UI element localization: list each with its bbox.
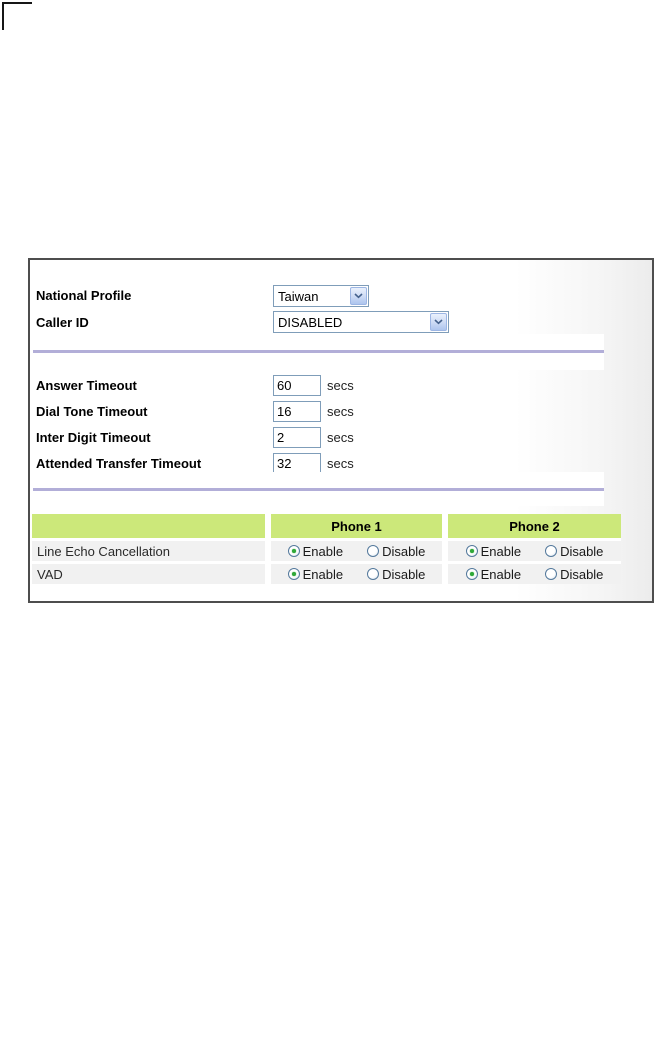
radio-button-icon[interactable] — [466, 545, 478, 557]
vad-phone2-enable-radio[interactable] — [466, 567, 521, 582]
line-echo-phone2-cell — [448, 541, 621, 561]
caller-id-label: Caller ID — [36, 315, 89, 330]
section-divider — [33, 472, 604, 506]
answer-timeout-input[interactable] — [273, 375, 321, 396]
radio-label: Disable — [382, 543, 426, 559]
radio-label: Enable — [302, 566, 344, 582]
national-profile-select[interactable] — [273, 285, 369, 307]
radio-button-icon[interactable] — [367, 568, 379, 580]
dial-tone-timeout-input[interactable] — [273, 401, 321, 422]
attended-transfer-timeout-input[interactable] — [273, 453, 321, 474]
radio-button-icon[interactable] — [288, 545, 300, 557]
radio-label: Disable — [560, 543, 604, 559]
table-header-phone2: Phone 2 — [448, 514, 621, 538]
vad-phone2-cell — [448, 564, 621, 584]
radio-label: Enable — [480, 543, 522, 559]
line-echo-phone1-cell — [271, 541, 442, 561]
radio-label: Disable — [560, 566, 604, 582]
table-header-phone1: Phone 1 — [271, 514, 442, 538]
radio-button-icon[interactable] — [545, 545, 557, 557]
radio-button-icon[interactable] — [466, 568, 478, 580]
caller-id-selected-value: DISABLED — [278, 314, 343, 330]
dial-tone-timeout-unit: secs — [327, 404, 354, 419]
row-label-vad: VAD — [32, 564, 265, 584]
attended-transfer-timeout-label: Attended Transfer Timeout — [36, 456, 202, 471]
line-echo-phone2-enable-radio[interactable] — [466, 544, 521, 559]
vad-phone1-disable-radio[interactable] — [367, 567, 425, 582]
vad-phone1-enable-radio[interactable] — [288, 567, 343, 582]
row-label-line-echo-cancellation: Line Echo Cancellation — [32, 541, 265, 561]
phone-settings-table — [32, 514, 621, 584]
vad-phone1-cell — [271, 564, 442, 584]
radio-label: Disable — [382, 566, 426, 582]
radio-label: Enable — [302, 543, 344, 559]
attended-transfer-timeout-unit: secs — [327, 456, 354, 471]
dial-tone-timeout-label: Dial Tone Timeout — [36, 404, 148, 419]
voip-phone-settings-panel — [28, 258, 654, 603]
combo-dropdown-button[interactable] — [430, 313, 447, 331]
national-profile-label: National Profile — [36, 288, 132, 303]
line-echo-phone2-disable-radio[interactable] — [545, 544, 603, 559]
caller-id-select[interactable] — [273, 311, 449, 333]
divider-bar — [33, 350, 604, 353]
radio-button-icon[interactable] — [545, 568, 557, 580]
chevron-down-icon — [434, 319, 443, 325]
table-header-empty — [32, 514, 265, 538]
radio-button-icon[interactable] — [288, 568, 300, 580]
answer-timeout-unit: secs — [327, 378, 354, 393]
chevron-down-icon — [354, 293, 363, 299]
national-profile-selected-value: Taiwan — [278, 288, 319, 304]
radio-label: Enable — [480, 566, 522, 582]
inter-digit-timeout-label: Inter Digit Timeout — [36, 430, 151, 445]
page-corner-mark — [2, 2, 32, 30]
inter-digit-timeout-unit: secs — [327, 430, 354, 445]
answer-timeout-label: Answer Timeout — [36, 378, 137, 393]
divider-bar — [33, 488, 604, 491]
line-echo-phone1-enable-radio[interactable] — [288, 544, 343, 559]
combo-dropdown-button[interactable] — [350, 287, 367, 305]
line-echo-phone1-disable-radio[interactable] — [367, 544, 425, 559]
radio-button-icon[interactable] — [367, 545, 379, 557]
section-divider — [33, 334, 604, 370]
vad-phone2-disable-radio[interactable] — [545, 567, 603, 582]
inter-digit-timeout-input[interactable] — [273, 427, 321, 448]
